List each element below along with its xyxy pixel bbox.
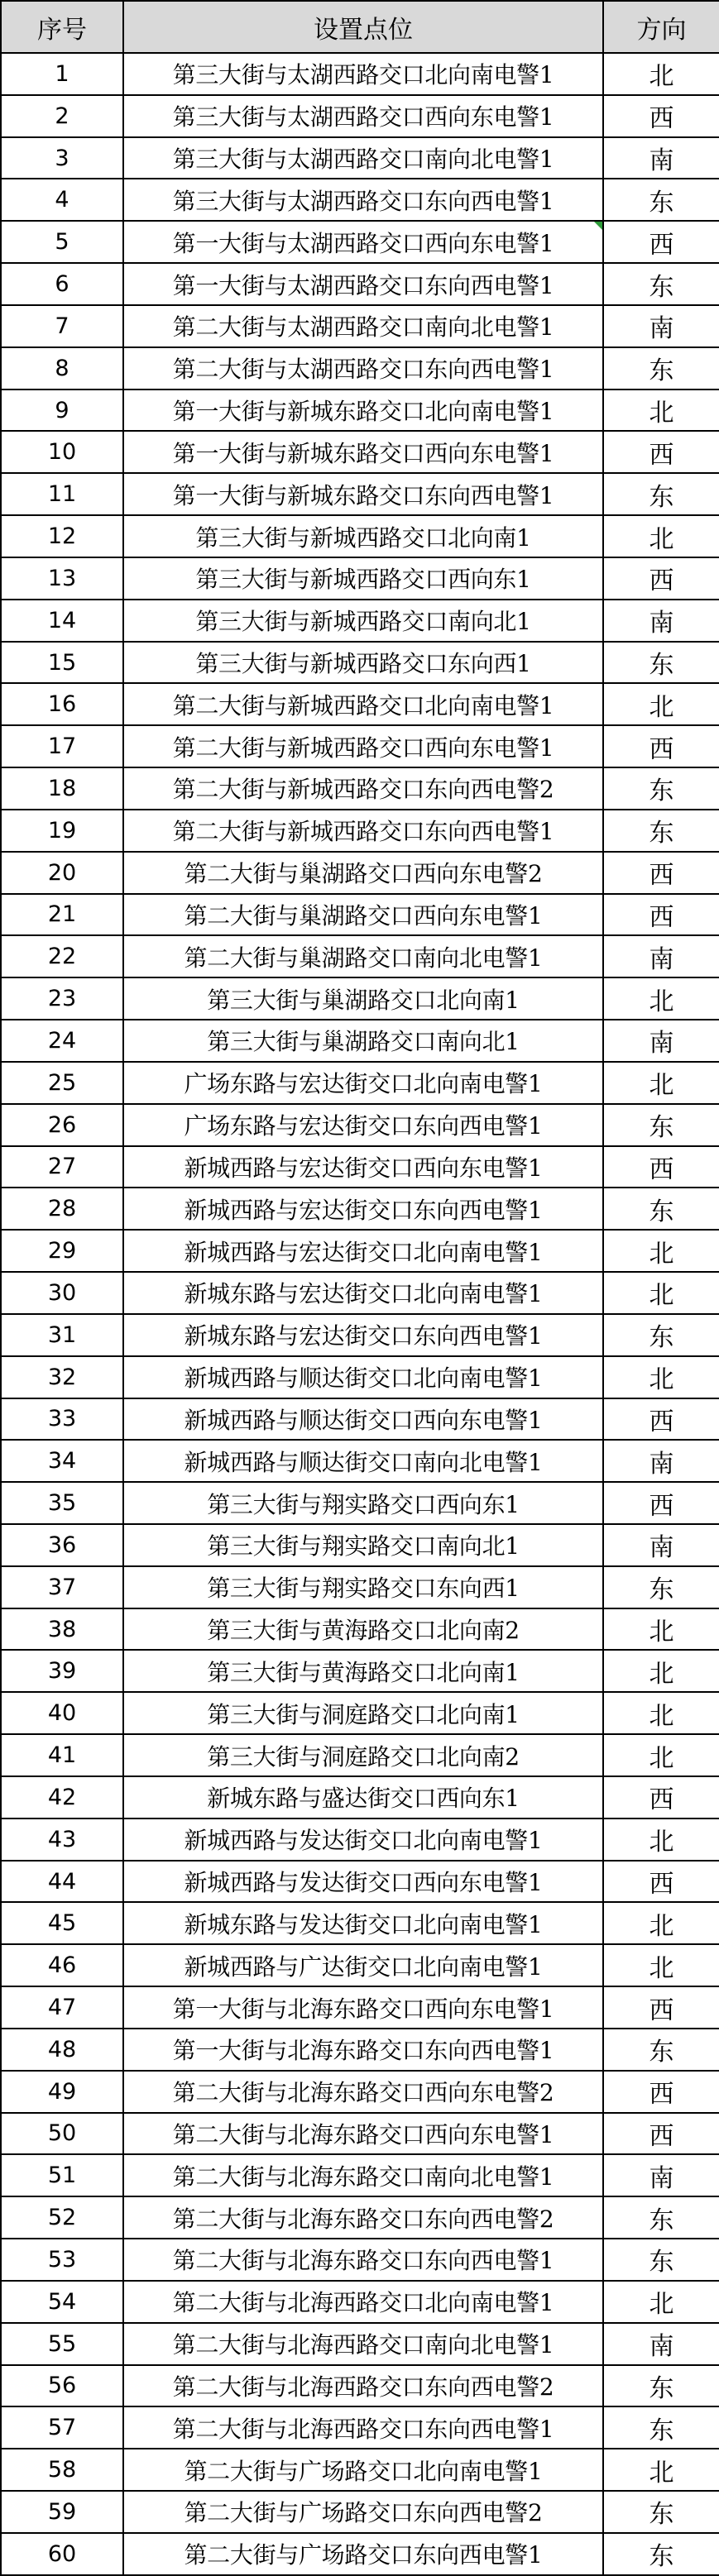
table-row <box>1 263 719 305</box>
table-row <box>1 725 719 767</box>
cell-location[interactable]: 第三大街与巢湖路交口北向南1 <box>123 977 603 1020</box>
cell-direction[interactable]: 西 <box>603 894 719 936</box>
table-row <box>1 1188 719 1230</box>
table-row <box>1 1230 719 1272</box>
cell-direction[interactable]: 西 <box>603 95 719 137</box>
cell-location[interactable]: 第二大街与新城西路交口西向东电警1 <box>123 725 603 767</box>
table-row <box>1 1272 719 1314</box>
table-row <box>1 2323 719 2365</box>
table-row <box>1 431 719 473</box>
cell-location[interactable]: 第二大街与北海东路交口东向西电警2 <box>123 2196 603 2239</box>
cell-direction[interactable]: 东 <box>603 1104 719 1146</box>
table-row <box>1 935 719 977</box>
cell-index[interactable]: 11 <box>1 473 123 515</box>
table-row <box>1 1356 719 1398</box>
table-row <box>1 2491 719 2533</box>
cell-direction[interactable]: 东 <box>603 1566 719 1608</box>
cell-index[interactable]: 54 <box>1 2281 123 2323</box>
cell-location[interactable]: 新城西路与宏达街交口西向东电警1 <box>123 1146 603 1188</box>
table-row <box>1 1986 719 2029</box>
cell-location[interactable]: 第三大街与黄海路交口北向南2 <box>123 1608 603 1651</box>
cell-index[interactable]: 50 <box>1 2113 123 2155</box>
cell-index[interactable]: 24 <box>1 1020 123 1062</box>
cell-direction[interactable]: 北 <box>603 1356 719 1398</box>
cell-direction[interactable]: 北 <box>603 2449 719 2491</box>
cell-direction[interactable]: 南 <box>603 2154 719 2196</box>
cell-direction[interactable]: 西 <box>603 1398 719 1441</box>
cell-direction[interactable]: 东 <box>603 767 719 810</box>
cell-index[interactable]: 41 <box>1 1734 123 1776</box>
cell-index[interactable]: 2 <box>1 95 123 137</box>
table-row <box>1 2449 719 2491</box>
cell-location[interactable]: 第二大街与北海东路交口西向东电警2 <box>123 2071 603 2113</box>
cell-index[interactable]: 52 <box>1 2196 123 2239</box>
cell-index[interactable]: 1 <box>1 53 123 95</box>
cell-direction[interactable]: 南 <box>603 1020 719 1062</box>
cell-comment-indicator[interactable] <box>594 222 602 230</box>
cell-location[interactable]: 新城东路与盛达街交口西向东1 <box>123 1776 603 1818</box>
cell-direction[interactable]: 西 <box>603 1482 719 1524</box>
cell-direction[interactable]: 东 <box>603 2491 719 2533</box>
table-row <box>1 852 719 894</box>
cell-location[interactable]: 第三大街与新城西路交口东向西1 <box>123 642 603 684</box>
cell-index[interactable]: 37 <box>1 1566 123 1608</box>
cell-direction[interactable]: 西 <box>603 1146 719 1188</box>
cell-index[interactable]: 13 <box>1 557 123 600</box>
cell-index[interactable]: 25 <box>1 1062 123 1104</box>
cell-direction[interactable]: 西 <box>603 725 719 767</box>
table-row <box>1 95 719 137</box>
cell-direction[interactable]: 东 <box>603 1188 719 1230</box>
cell-index[interactable]: 26 <box>1 1104 123 1146</box>
cell-location[interactable]: 新城西路与发达街交口西向东电警1 <box>123 1861 603 1903</box>
cell-location[interactable]: 第三大街与黄海路交口北向南1 <box>123 1650 603 1692</box>
cell-direction[interactable]: 东 <box>603 347 719 390</box>
cell-direction[interactable]: 西 <box>603 221 719 263</box>
table-row <box>1 557 719 600</box>
table-row <box>1 2071 719 2113</box>
cell-direction[interactable]: 北 <box>603 977 719 1020</box>
cell-location[interactable]: 新城西路与顺达街交口南向北电警1 <box>123 1440 603 1482</box>
cell-location[interactable]: 新城西路与顺达街交口北向南电警1 <box>123 1356 603 1398</box>
cell-direction[interactable]: 东 <box>603 1314 719 1356</box>
cell-direction[interactable]: 东 <box>603 2029 719 2071</box>
cell-location[interactable]: 第二大街与广场路交口东向西电警2 <box>123 2491 603 2533</box>
table-row <box>1 1861 719 1903</box>
cell-location[interactable]: 第三大街与太湖西路交口西向东电警1 <box>123 95 603 137</box>
cell-location[interactable]: 第一大街与太湖西路交口西向东电警1 <box>123 221 603 263</box>
cell-index[interactable]: 48 <box>1 2029 123 2071</box>
cell-index[interactable]: 15 <box>1 642 123 684</box>
cell-index[interactable]: 44 <box>1 1861 123 1903</box>
table-row <box>1 1650 719 1692</box>
cell-index[interactable]: 45 <box>1 1902 123 1944</box>
header-row <box>1 1 719 53</box>
cell-index[interactable]: 17 <box>1 725 123 767</box>
cell-location[interactable]: 新城东路与发达街交口北向南电警1 <box>123 1902 603 1944</box>
cell-direction[interactable]: 北 <box>603 1944 719 1986</box>
cell-direction[interactable]: 东 <box>603 473 719 515</box>
cell-direction[interactable]: 南 <box>603 600 719 642</box>
cell-location[interactable]: 第二大街与巢湖路交口南向北电警1 <box>123 935 603 977</box>
cell-index[interactable]: 8 <box>1 347 123 390</box>
table-row <box>1 305 719 347</box>
cell-direction[interactable]: 南 <box>603 137 719 179</box>
cell-direction[interactable]: 西 <box>603 431 719 473</box>
cell-location[interactable]: 第二大街与太湖西路交口南向北电警1 <box>123 305 603 347</box>
cell-index[interactable]: 20 <box>1 852 123 894</box>
cell-location[interactable]: 广场东路与宏达街交口北向南电警1 <box>123 1062 603 1104</box>
cell-direction[interactable]: 北 <box>603 1272 719 1314</box>
header-direction[interactable]: 方向 <box>603 1 719 53</box>
cell-direction[interactable]: 东 <box>603 810 719 852</box>
table-row <box>1 767 719 810</box>
cell-index[interactable]: 38 <box>1 1608 123 1651</box>
table-row <box>1 137 719 179</box>
cell-index[interactable]: 29 <box>1 1230 123 1272</box>
cell-direction[interactable]: 南 <box>603 2323 719 2365</box>
table-row <box>1 1020 719 1062</box>
table-row <box>1 1944 719 1986</box>
table-row <box>1 2154 719 2196</box>
cell-location[interactable]: 第二大街与广场路交口北向南电警1 <box>123 2449 603 2491</box>
cell-location[interactable]: 第三大街与新城西路交口西向东1 <box>123 557 603 600</box>
table-row <box>1 894 719 936</box>
cell-direction[interactable]: 南 <box>603 1440 719 1482</box>
table-row <box>1 347 719 390</box>
cell-direction[interactable]: 北 <box>603 1902 719 1944</box>
cell-location[interactable]: 新城西路与发达街交口北向南电警1 <box>123 1818 603 1861</box>
cell-direction[interactable]: 东 <box>603 263 719 305</box>
cell-direction[interactable]: 北 <box>603 390 719 432</box>
cell-direction[interactable]: 北 <box>603 1608 719 1651</box>
table-row <box>1 1104 719 1146</box>
cell-location[interactable]: 第二大街与太湖西路交口东向西电警1 <box>123 347 603 390</box>
cell-direction[interactable]: 北 <box>603 53 719 95</box>
cell-location[interactable]: 第一大街与太湖西路交口东向西电警1 <box>123 263 603 305</box>
cell-index[interactable]: 23 <box>1 977 123 1020</box>
cell-index[interactable]: 58 <box>1 2449 123 2491</box>
cell-location[interactable]: 第三大街与翔实路交口西向东1 <box>123 1482 603 1524</box>
cell-index[interactable]: 57 <box>1 2406 123 2449</box>
cell-direction[interactable]: 北 <box>603 1062 719 1104</box>
table-row <box>1 1440 719 1482</box>
table-row <box>1 1314 719 1356</box>
cell-location[interactable]: 第三大街与新城西路交口南向北1 <box>123 600 603 642</box>
cell-direction[interactable]: 北 <box>603 1818 719 1861</box>
cell-direction[interactable]: 西 <box>603 557 719 600</box>
cell-location[interactable]: 第三大街与太湖西路交口北向南电警1 <box>123 53 603 95</box>
cell-direction[interactable]: 东 <box>603 2196 719 2239</box>
cell-index[interactable]: 21 <box>1 894 123 936</box>
cell-direction[interactable]: 南 <box>603 935 719 977</box>
cell-index[interactable]: 46 <box>1 1944 123 1986</box>
cell-index[interactable]: 3 <box>1 137 123 179</box>
table-row <box>1 1482 719 1524</box>
table-row <box>1 2365 719 2407</box>
cell-location[interactable]: 广场东路与宏达街交口东向西电警1 <box>123 1104 603 1146</box>
cell-index[interactable]: 55 <box>1 2323 123 2365</box>
cell-direction[interactable]: 西 <box>603 2071 719 2113</box>
header-location[interactable]: 设置点位 <box>123 1 603 53</box>
cell-location[interactable]: 第二大街与新城西路交口北向南电警1 <box>123 683 603 725</box>
table-row <box>1 2533 719 2575</box>
table-row <box>1 1734 719 1776</box>
table-row <box>1 221 719 263</box>
cell-location[interactable]: 新城西路与宏达街交口北向南电警1 <box>123 1230 603 1272</box>
cell-location[interactable]: 第三大街与太湖西路交口南向北电警1 <box>123 137 603 179</box>
table-row <box>1 515 719 557</box>
table-row <box>1 1902 719 1944</box>
cell-location[interactable]: 第二大街与北海西路交口南向北电警1 <box>123 2323 603 2365</box>
cell-location[interactable]: 第二大街与北海西路交口北向南电警1 <box>123 2281 603 2323</box>
cell-location[interactable]: 第一大街与北海东路交口西向东电警1 <box>123 1986 603 2029</box>
cell-location[interactable]: 第二大街与北海西路交口东向西电警2 <box>123 2365 603 2407</box>
cell-direction[interactable]: 东 <box>603 2533 719 2575</box>
cell-location[interactable]: 第一大街与新城东路交口北向南电警1 <box>123 390 603 432</box>
cell-location[interactable]: 第二大街与北海西路交口东向西电警1 <box>123 2406 603 2449</box>
cell-direction[interactable]: 北 <box>603 1692 719 1734</box>
cell-index[interactable]: 39 <box>1 1650 123 1692</box>
cell-index[interactable]: 14 <box>1 600 123 642</box>
cell-direction[interactable]: 北 <box>603 1230 719 1272</box>
cell-location[interactable]: 第三大街与翔实路交口东向西1 <box>123 1566 603 1608</box>
cell-index[interactable]: 35 <box>1 1482 123 1524</box>
cell-direction[interactable]: 东 <box>603 642 719 684</box>
cell-location[interactable]: 第二大街与广场路交口东向西电警1 <box>123 2533 603 2575</box>
cell-location[interactable]: 第二大街与北海东路交口南向北电警1 <box>123 2154 603 2196</box>
cell-direction[interactable]: 北 <box>603 2281 719 2323</box>
cell-direction[interactable]: 北 <box>603 683 719 725</box>
table-row <box>1 600 719 642</box>
cell-direction[interactable]: 西 <box>603 852 719 894</box>
cell-direction[interactable]: 东 <box>603 179 719 221</box>
table-row <box>1 1818 719 1861</box>
cell-index[interactable]: 9 <box>1 390 123 432</box>
cell-index[interactable]: 27 <box>1 1146 123 1188</box>
header-index[interactable]: 序号 <box>1 1 123 53</box>
cell-index[interactable]: 60 <box>1 2533 123 2575</box>
cell-location[interactable]: 第三大街与洞庭路交口北向南2 <box>123 1734 603 1776</box>
cell-index[interactable]: 22 <box>1 935 123 977</box>
cell-direction[interactable]: 西 <box>603 1861 719 1903</box>
cell-index[interactable]: 6 <box>1 263 123 305</box>
cell-location[interactable]: 第一大街与新城东路交口西向东电警1 <box>123 431 603 473</box>
cell-index[interactable]: 33 <box>1 1398 123 1441</box>
table-body <box>1 53 719 2575</box>
table-row <box>1 2239 719 2281</box>
cell-index[interactable]: 47 <box>1 1986 123 2029</box>
table-row <box>1 810 719 852</box>
cell-direction[interactable]: 南 <box>603 305 719 347</box>
table-row <box>1 2406 719 2449</box>
cell-direction[interactable]: 南 <box>603 1524 719 1566</box>
cell-location[interactable]: 第二大街与新城西路交口东向西电警2 <box>123 767 603 810</box>
cell-location[interactable]: 第三大街与新城西路交口北向南1 <box>123 515 603 557</box>
table-row <box>1 683 719 725</box>
cell-location[interactable]: 第二大街与巢湖路交口西向东电警1 <box>123 894 603 936</box>
cell-direction[interactable]: 东 <box>603 2239 719 2281</box>
cell-direction[interactable]: 西 <box>603 1776 719 1818</box>
table-row <box>1 1608 719 1651</box>
cell-index[interactable]: 53 <box>1 2239 123 2281</box>
cell-index[interactable]: 34 <box>1 1440 123 1482</box>
cell-index[interactable]: 36 <box>1 1524 123 1566</box>
cell-direction[interactable]: 东 <box>603 2406 719 2449</box>
cell-location[interactable]: 新城东路与宏达街交口北向南电警1 <box>123 1272 603 1314</box>
cell-location[interactable]: 第一大街与新城东路交口东向西电警1 <box>123 473 603 515</box>
table-row <box>1 473 719 515</box>
cell-location[interactable]: 第一大街与北海东路交口东向西电警1 <box>123 2029 603 2071</box>
table-row <box>1 2196 719 2239</box>
cell-index[interactable]: 32 <box>1 1356 123 1398</box>
cell-location[interactable]: 第三大街与太湖西路交口东向西电警1 <box>123 179 603 221</box>
table-row <box>1 179 719 221</box>
cell-location[interactable]: 第三大街与翔实路交口南向北1 <box>123 1524 603 1566</box>
cell-location[interactable]: 新城西路与广达街交口北向南电警1 <box>123 1944 603 1986</box>
cell-direction[interactable]: 东 <box>603 2365 719 2407</box>
table-row <box>1 2029 719 2071</box>
table-row <box>1 977 719 1020</box>
table-row <box>1 2113 719 2155</box>
cell-index[interactable]: 49 <box>1 2071 123 2113</box>
cell-index[interactable]: 43 <box>1 1818 123 1861</box>
cell-location[interactable]: 第二大街与北海东路交口东向西电警1 <box>123 2239 603 2281</box>
cell-index[interactable]: 5 <box>1 221 123 263</box>
cell-index[interactable]: 51 <box>1 2154 123 2196</box>
cell-index[interactable]: 30 <box>1 1272 123 1314</box>
cell-location[interactable]: 第三大街与巢湖路交口南向北1 <box>123 1020 603 1062</box>
cell-index[interactable]: 31 <box>1 1314 123 1356</box>
cell-direction[interactable]: 西 <box>603 1986 719 2029</box>
table-row <box>1 1146 719 1188</box>
cell-location[interactable]: 新城东路与宏达街交口东向西电警1 <box>123 1314 603 1356</box>
cell-direction[interactable]: 北 <box>603 1734 719 1776</box>
cell-index[interactable]: 4 <box>1 179 123 221</box>
cell-location[interactable]: 第二大街与新城西路交口东向西电警1 <box>123 810 603 852</box>
cell-index[interactable]: 18 <box>1 767 123 810</box>
cell-index[interactable]: 28 <box>1 1188 123 1230</box>
cell-direction[interactable]: 北 <box>603 1650 719 1692</box>
table-row <box>1 2281 719 2323</box>
table-row <box>1 53 719 95</box>
cell-index[interactable]: 40 <box>1 1692 123 1734</box>
table-row <box>1 1776 719 1818</box>
cell-direction[interactable]: 西 <box>603 2113 719 2155</box>
cell-location[interactable]: 新城西路与顺达街交口西向东电警1 <box>123 1398 603 1441</box>
cell-location[interactable]: 新城西路与宏达街交口东向西电警1 <box>123 1188 603 1230</box>
table-row <box>1 1524 719 1566</box>
table-row <box>1 1398 719 1441</box>
cell-location[interactable]: 第三大街与洞庭路交口北向南1 <box>123 1692 603 1734</box>
cell-index[interactable]: 59 <box>1 2491 123 2533</box>
cell-index[interactable]: 10 <box>1 431 123 473</box>
cell-index[interactable]: 56 <box>1 2365 123 2407</box>
cell-index[interactable]: 19 <box>1 810 123 852</box>
table-row <box>1 1062 719 1104</box>
table-row <box>1 642 719 684</box>
cell-location[interactable]: 第二大街与巢湖路交口西向东电警2 <box>123 852 603 894</box>
table-row <box>1 1692 719 1734</box>
table-row <box>1 1566 719 1608</box>
cell-index[interactable]: 16 <box>1 683 123 725</box>
table-row <box>1 390 719 432</box>
cell-index[interactable]: 42 <box>1 1776 123 1818</box>
cell-index[interactable]: 12 <box>1 515 123 557</box>
cell-index[interactable]: 7 <box>1 305 123 347</box>
cell-location[interactable]: 第二大街与北海东路交口西向东电警1 <box>123 2113 603 2155</box>
cell-direction[interactable]: 北 <box>603 515 719 557</box>
